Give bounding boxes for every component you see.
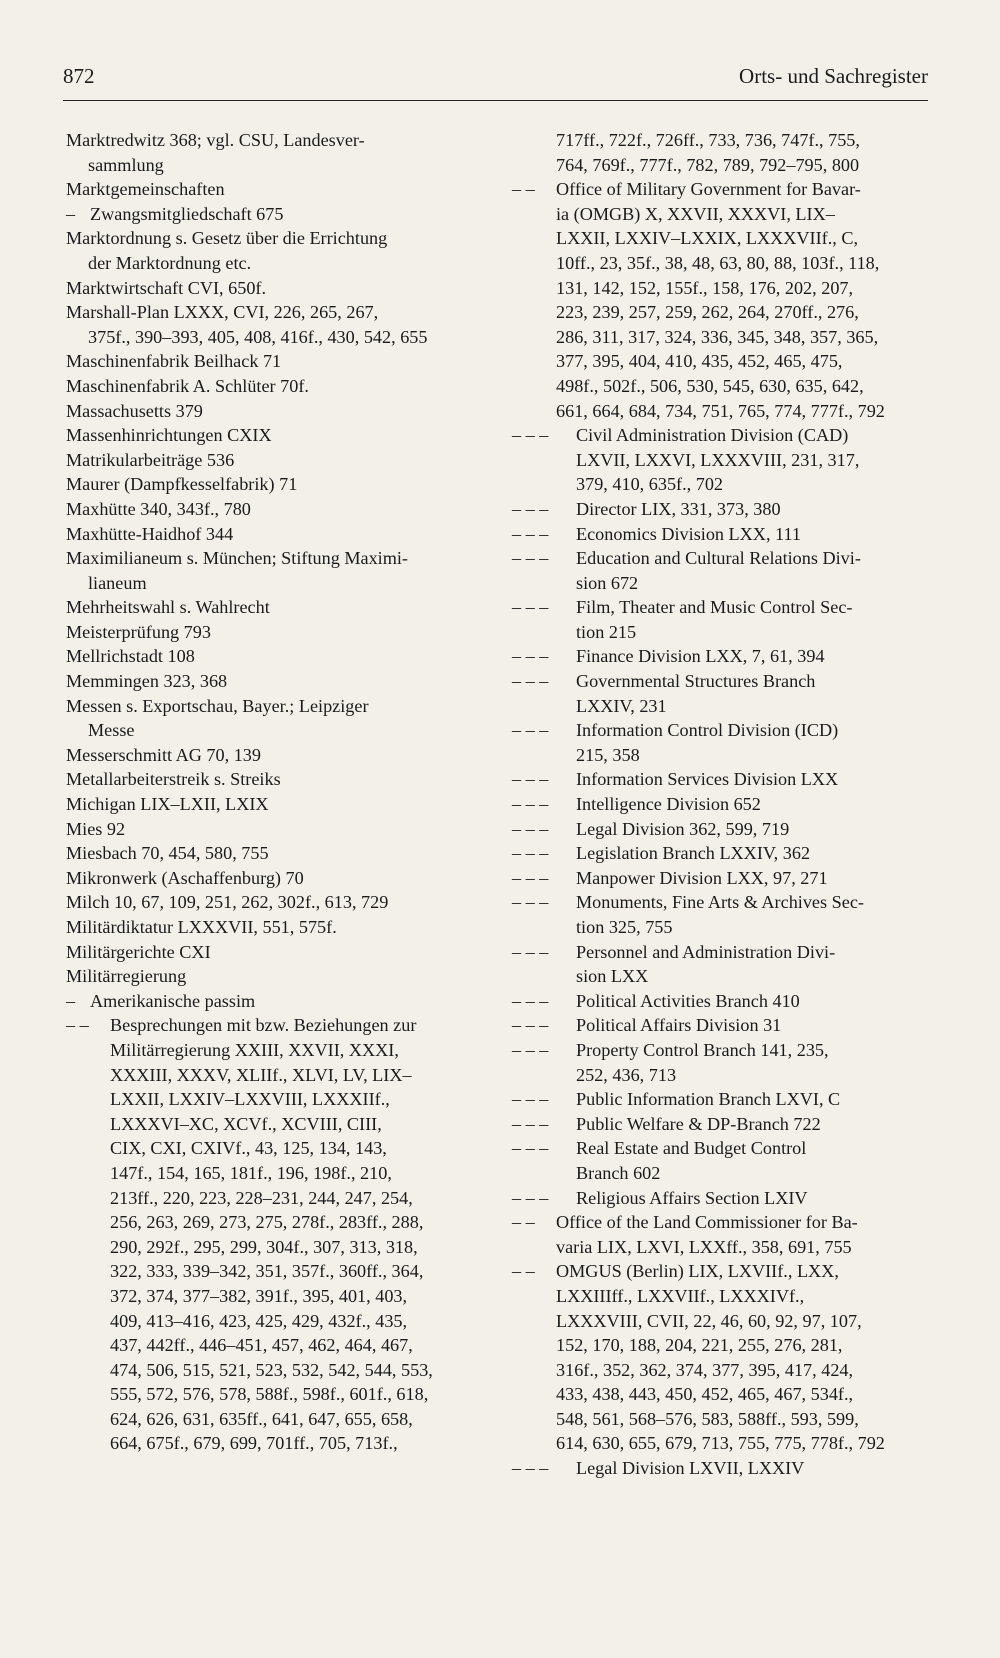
entry-line: Meisterprüfung 793 <box>66 621 211 642</box>
entry-line: LXXXVIII, CVII, 22, 46, 60, 92, 97, 107, <box>556 1310 862 1331</box>
entry-line: 555, 572, 576, 578, 588f., 598f., 601f., 618, <box>110 1384 429 1405</box>
index-entry <box>512 497 932 522</box>
index-entry <box>66 866 476 891</box>
entry-line: Office of Military Government for Bavar- <box>556 179 861 200</box>
index-entry <box>66 522 476 547</box>
index-entry <box>66 276 476 301</box>
level-dash: – – – <box>512 548 549 569</box>
level-dash: – – – <box>512 990 549 1011</box>
index-column-left <box>66 128 476 1456</box>
entry-line: sion LXX <box>576 966 649 987</box>
index-entry <box>66 644 476 669</box>
entry-line: Religious Affairs Section LXIV <box>576 1187 808 1208</box>
entry-line: Zwangsmitgliedschaft 675 <box>90 203 284 224</box>
level-dash: – – – <box>512 671 549 692</box>
index-entry <box>512 1038 932 1087</box>
entry-line: 498f., 502f., 506, 530, 545, 630, 635, 642, <box>556 375 864 396</box>
index-entry <box>66 940 476 965</box>
index-entry <box>512 128 932 177</box>
index-entry <box>512 1456 932 1481</box>
level-dash: – – – <box>512 1089 549 1110</box>
entry-line: Economics Division LXX, 111 <box>576 523 801 544</box>
entry-line: Information Control Division (ICD) <box>576 720 839 741</box>
level-dash: – <box>66 990 76 1011</box>
level-dash: – – – <box>512 892 549 913</box>
entry-line: 152, 170, 188, 204, 221, 255, 276, 281, <box>556 1335 843 1356</box>
entry-line: Mikronwerk (Aschaffenburg) 70 <box>66 867 304 888</box>
level-dash: – – <box>512 179 535 200</box>
entry-line: Mies 92 <box>66 818 126 839</box>
entry-line: 147f., 154, 165, 181f., 196, 198f., 210, <box>110 1162 392 1183</box>
entry-line: Finance Division LXX, 7, 61, 394 <box>576 646 825 667</box>
index-entry <box>66 915 476 940</box>
index-entry <box>66 300 476 349</box>
index-entry <box>512 1259 932 1456</box>
level-dash: – – <box>512 1212 535 1233</box>
entry-line: 409, 413–416, 423, 425, 429, 432f., 435, <box>110 1310 408 1331</box>
index-entry <box>512 177 932 423</box>
index-entry <box>512 940 932 989</box>
entry-line: 372, 374, 377–382, 391f., 395, 401, 403, <box>110 1285 408 1306</box>
entry-line: LXXIV, 231 <box>576 695 667 716</box>
entry-line: CIX, CXI, CXIVf., 43, 125, 134, 143, <box>110 1138 387 1159</box>
index-entry <box>512 644 932 669</box>
index-entry <box>66 399 476 424</box>
entry-line: 379, 410, 635f., 702 <box>576 474 724 495</box>
entry-line: Information Services Division LXX <box>576 769 839 790</box>
entry-line: tion 215 <box>576 621 637 642</box>
entry-line: tion 325, 755 <box>576 917 673 937</box>
entry-line: 256, 263, 269, 273, 275, 278f., 283ff., 288, <box>110 1212 424 1233</box>
entry-line: 316f., 352, 362, 374, 377, 395, 417, 424, <box>556 1359 854 1380</box>
entry-line: Militärregierung <box>66 966 187 987</box>
index-entry <box>66 546 476 595</box>
entry-line: Governmental Structures Branch <box>576 671 816 692</box>
entry-line: OMGUS (Berlin) LIX, LXVIIf., LXX, <box>556 1261 839 1282</box>
entry-line: XXXIII, XXXV, XLIIf., XLVI, LV, LIX– <box>110 1064 412 1085</box>
level-dash: – – – <box>512 1113 549 1134</box>
entry-line: 661, 664, 684, 734, 751, 765, 774, 777f., 792 <box>556 400 885 421</box>
index-entry <box>512 841 932 866</box>
index-entry <box>66 497 476 522</box>
entry-line: Militärgerichte CXI <box>66 941 211 962</box>
entry-line: 375f., 390–393, 405, 408, 416f., 430, 542, 655 <box>88 326 428 347</box>
entry-line: Matrikularbeiträge 536 <box>66 449 235 470</box>
level-dash: – – – <box>512 818 549 839</box>
entry-line: Messerschmitt AG 70, 139 <box>66 744 261 765</box>
level-dash: – – – <box>512 941 549 962</box>
index-entry <box>66 595 476 620</box>
entry-line: Memmingen 323, 368 <box>66 671 228 692</box>
entry-line: Maschinenfabrik A. Schlüter 70f. <box>66 375 309 396</box>
level-dash: – – – <box>512 769 549 790</box>
entry-line: Messen s. Exportschau, Bayer.; Leipziger <box>66 695 369 716</box>
entry-line: Metallarbeiterstreik s. Streiks <box>66 769 281 790</box>
level-dash: – – – <box>512 794 549 815</box>
level-dash: – – – <box>512 597 549 618</box>
entry-line: Militärdiktatur LXXXVII, 551, 575f. <box>66 917 337 937</box>
entry-line: Militärregierung XXIII, XXVII, XXXI, <box>110 1039 399 1060</box>
running-title: Orts- und Sachregister <box>739 64 928 88</box>
entry-line: 717ff., 722f., 726ff., 733, 736, 747f., 755, <box>556 130 860 150</box>
entry-line: Political Affairs Division 31 <box>576 1015 782 1036</box>
index-entry <box>512 1210 932 1259</box>
entry-line: Intelligence Division 652 <box>576 794 761 815</box>
entry-line: 548, 561, 568–576, 583, 588ff., 593, 599, <box>556 1408 859 1429</box>
entry-line: Education and Cultural Relations Divi- <box>576 548 861 569</box>
entry-line: ia (OMGB) X, XXVII, XXXVI, LIX– <box>556 203 835 224</box>
entry-line: 664, 675f., 679, 699, 701ff., 705, 713f., <box>110 1433 398 1454</box>
index-entry <box>512 1112 932 1137</box>
index-entry <box>512 423 932 497</box>
index-entry <box>512 1013 932 1038</box>
index-entry <box>512 669 932 718</box>
entry-line: 624, 626, 631, 635ff., 641, 647, 655, 658, <box>110 1408 413 1429</box>
index-entry <box>66 890 476 915</box>
index-entry <box>512 817 932 842</box>
entry-line: 377, 395, 404, 410, 435, 452, 465, 475, <box>556 351 843 372</box>
entry-line: Political Activities Branch 410 <box>576 990 800 1011</box>
index-entry <box>66 841 476 866</box>
entry-line: Mehrheitswahl s. Wahlrecht <box>66 597 270 618</box>
index-entry <box>512 718 932 767</box>
entry-line: Maximilianeum s. München; Stiftung Maximi- <box>66 548 408 569</box>
entry-line: Besprechungen mit bzw. Beziehungen zur <box>110 1015 417 1036</box>
index-entry <box>66 989 476 1014</box>
entry-line: Office of the Land Commissioner for Ba- <box>556 1212 858 1233</box>
index-column-right <box>512 128 932 1481</box>
level-dash: – – – <box>512 646 549 667</box>
entry-line: Maurer (Dampfkesselfabrik) 71 <box>66 474 298 495</box>
entry-line: 433, 438, 443, 450, 452, 465, 467, 534f., <box>556 1384 854 1405</box>
level-dash: – – – <box>512 1039 549 1060</box>
index-entry <box>512 595 932 644</box>
index-entry <box>512 522 932 547</box>
index-entry <box>66 1013 476 1456</box>
entry-line: LXXXVI–XC, XCVf., XCVIII, CIII, <box>110 1113 382 1134</box>
index-entry <box>66 669 476 694</box>
entry-line: Monuments, Fine Arts & Archives Sec- <box>576 892 864 913</box>
level-dash: – <box>66 203 76 224</box>
entry-line: 474, 506, 515, 521, 523, 532, 542, 544, 553, <box>110 1359 433 1380</box>
entry-line: Legal Division LXVII, LXXIV <box>576 1458 805 1479</box>
index-entry <box>66 694 476 743</box>
entry-line: Marktgemeinschaften <box>66 179 225 200</box>
index-entry <box>512 1087 932 1112</box>
level-dash: – – – <box>512 843 549 864</box>
entry-line: Milch 10, 67, 109, 251, 262, 302f., 613, 729 <box>66 892 389 913</box>
index-entry <box>512 890 932 939</box>
level-dash: – – – <box>512 498 549 519</box>
level-dash: – – – <box>512 425 549 446</box>
index-entry <box>66 472 476 497</box>
entry-line: Film, Theater and Music Control Sec- <box>576 597 853 618</box>
index-entry <box>66 177 476 202</box>
index-entry <box>66 620 476 645</box>
index-entry <box>512 792 932 817</box>
entry-line: sion 672 <box>576 572 639 593</box>
index-entry <box>512 767 932 792</box>
level-dash: – – – <box>512 1015 549 1036</box>
index-entry <box>66 792 476 817</box>
entry-line: LXVII, LXXVI, LXXXVIII, 231, 317, <box>576 449 860 470</box>
entry-line: varia LIX, LXVI, LXXff., 358, 691, 755 <box>556 1236 852 1257</box>
entry-line: lianeum <box>88 572 147 593</box>
entry-line: 764, 769f., 777f., 782, 789, 792–795, 800 <box>556 154 860 175</box>
entry-line: Massenhinrichtungen CXIX <box>66 425 272 446</box>
level-dash: – – – <box>512 523 549 544</box>
level-dash: – – <box>512 1261 535 1282</box>
entry-line: der Marktordnung etc. <box>88 252 252 273</box>
entry-line: Maxhütte 340, 343f., 780 <box>66 498 251 519</box>
entry-line: LXXII, LXXIV–LXXIX, LXXXVIIf., C, <box>556 228 859 249</box>
index-entry <box>512 1186 932 1211</box>
entry-line: Maschinenfabrik Beilhack 71 <box>66 351 282 372</box>
entry-line: Public Information Branch LXVI, C <box>576 1089 841 1110</box>
entry-line: 614, 630, 655, 679, 713, 755, 775, 778f., 792 <box>556 1433 885 1454</box>
entry-line: Amerikanische passim <box>90 990 256 1011</box>
index-entry <box>66 202 476 227</box>
entry-line: 286, 311, 317, 324, 336, 345, 348, 357, 365, <box>556 326 879 347</box>
index-entry <box>66 743 476 768</box>
page-number: 872 <box>63 64 95 88</box>
level-dash: – – – <box>512 1458 549 1479</box>
entry-line: 290, 292f., 295, 299, 304f., 307, 313, 318, <box>110 1236 418 1257</box>
entry-line: 215, 358 <box>576 744 640 765</box>
entry-line: Legal Division 362, 599, 719 <box>576 818 790 839</box>
entry-line: LXXII, LXXIV–LXXVIII, LXXXIIf., <box>110 1089 390 1110</box>
index-entry <box>66 448 476 473</box>
entry-line: Mellrichstadt 108 <box>66 646 195 667</box>
entry-line: 10ff., 23, 35f., 38, 48, 63, 80, 88, 103f., 118, <box>556 252 880 273</box>
level-dash: – – – <box>512 720 549 741</box>
index-entry <box>512 866 932 891</box>
index-entry <box>512 546 932 595</box>
entry-line: Marktordnung s. Gesetz über die Errichtung <box>66 228 388 249</box>
entry-line: sammlung <box>88 154 164 175</box>
entry-line: Public Welfare & DP-Branch 722 <box>576 1113 821 1134</box>
entry-line: Marshall-Plan LXXX, CVI, 226, 265, 267, <box>66 302 379 323</box>
entry-line: Massachusetts 379 <box>66 400 203 421</box>
entry-line: 322, 333, 339–342, 351, 357f., 360ff., 364, <box>110 1261 424 1282</box>
entry-line: Michigan LIX–LXII, LXIX <box>66 794 269 815</box>
entry-line: 437, 442ff., 446–451, 457, 462, 464, 467, <box>110 1335 413 1356</box>
index-entry <box>66 349 476 374</box>
entry-line: 223, 239, 257, 259, 262, 264, 270ff., 276, <box>556 302 859 323</box>
entry-line: Director LIX, 331, 373, 380 <box>576 498 781 519</box>
entry-line: 252, 436, 713 <box>576 1064 677 1085</box>
entry-line: 131, 142, 152, 155f., 158, 176, 202, 207, <box>556 277 854 298</box>
index-entry <box>66 226 476 275</box>
index-entry <box>66 374 476 399</box>
level-dash: – – – <box>512 1138 549 1159</box>
entry-line: Maxhütte-Haidhof 344 <box>66 523 234 544</box>
entry-line: Personnel and Administration Divi- <box>576 941 836 962</box>
entry-line: 213ff., 220, 223, 228–231, 244, 247, 254, <box>110 1187 413 1208</box>
index-entry <box>66 128 476 177</box>
entry-line: Miesbach 70, 454, 580, 755 <box>66 843 269 864</box>
entry-line: Branch 602 <box>576 1162 661 1183</box>
entry-line: Real Estate and Budget Control <box>576 1138 807 1159</box>
index-entry <box>66 964 476 989</box>
entry-line: Manpower Division LXX, 97, 271 <box>576 867 828 888</box>
entry-line: Civil Administration Division (CAD) <box>576 425 849 446</box>
index-entry <box>66 817 476 842</box>
level-dash: – – – <box>512 1187 549 1208</box>
index-entry <box>512 1136 932 1185</box>
entry-line: LXXIIIff., LXXVIIf., LXXXIVf., <box>556 1285 805 1306</box>
entry-line: Marktredwitz 368; vgl. CSU, Landesver- <box>66 130 365 150</box>
index-entry <box>512 989 932 1014</box>
page-header <box>63 60 928 101</box>
entry-line: Messe <box>88 720 135 741</box>
entry-line: Legislation Branch LXXIV, 362 <box>576 843 811 864</box>
index-entry <box>66 767 476 792</box>
level-dash: – – <box>66 1015 89 1036</box>
level-dash: – – – <box>512 867 549 888</box>
index-entry <box>66 423 476 448</box>
entry-line: Marktwirtschaft CVI, 650f. <box>66 277 267 298</box>
entry-line: Property Control Branch 141, 235, <box>576 1039 829 1060</box>
